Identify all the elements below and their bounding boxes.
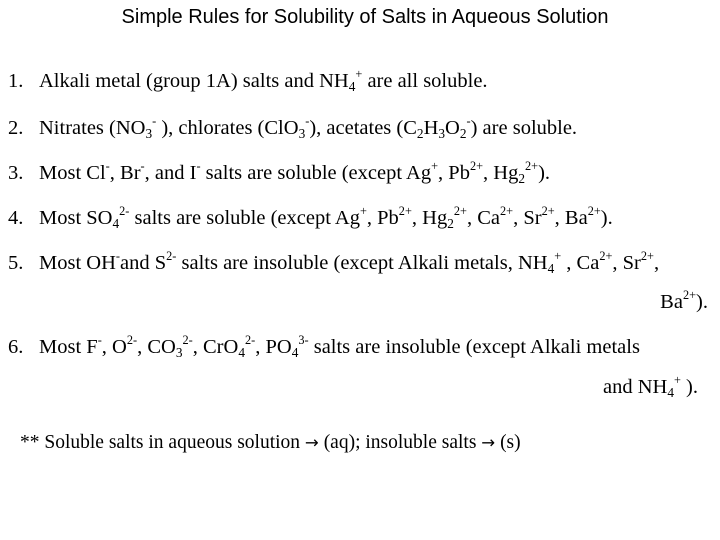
rule-text: Most $SO_4^{2-}$ salts are soluble (except Ag+, $Pb^{2+}$, $Hg_2^{2+}$, $Ca^{2+}$, $Sr^{2+}$, $Ba^{2+}$).	[39, 203, 613, 231]
rule-number: 2.	[8, 117, 24, 139]
rule-text: Alkali metal (group 1A) salts and $NH_4^+$ are all soluble.	[39, 66, 488, 94]
rule-5-continuation: $Ba^{2+}$).	[660, 287, 708, 313]
rule-text: Nitrates ($NO_3^-$ ), chlorates (ClO$_3$-), acetates $(C_2H_3O_2^-)$ are soluble.	[39, 113, 578, 141]
rule-text: Most OH-and $S^{2-}$ salts are insoluble (except Alkali metals, $NH_4^+$ , $Ca^{2+}$, $Sr^{2+}$,	[39, 248, 660, 276]
right-arrow-icon: →	[481, 433, 496, 452]
rule-6-continuation: and $NH_4^+$ ).	[602, 372, 698, 400]
rule-text: Most F-, $O^{2-}$, $CO_3^{2-}$, CrO$_4^{2-}$, $PO_4^{3-}$ salts are insoluble (except Alkali metals	[39, 332, 640, 360]
rule-number: 1.	[8, 70, 24, 92]
right-arrow-icon: →	[304, 433, 319, 452]
rule-number: 4.	[8, 207, 24, 229]
rule-number: 3.	[8, 162, 24, 184]
rule-number: 5.	[8, 252, 24, 274]
rule-text: Most Cl-, Br-, and I- salts are soluble (except Ag+, $Pb^{2+}$, $Hg_2^{2+}$).	[39, 158, 551, 186]
footnote: ** Soluble salts in aqueous solution → (aq); insoluble salts → (s)	[20, 430, 521, 456]
page-title: Simple Rules for Solubility of Salts in Aqueous Solution	[121, 6, 609, 28]
rule-number: 6.	[8, 336, 24, 358]
